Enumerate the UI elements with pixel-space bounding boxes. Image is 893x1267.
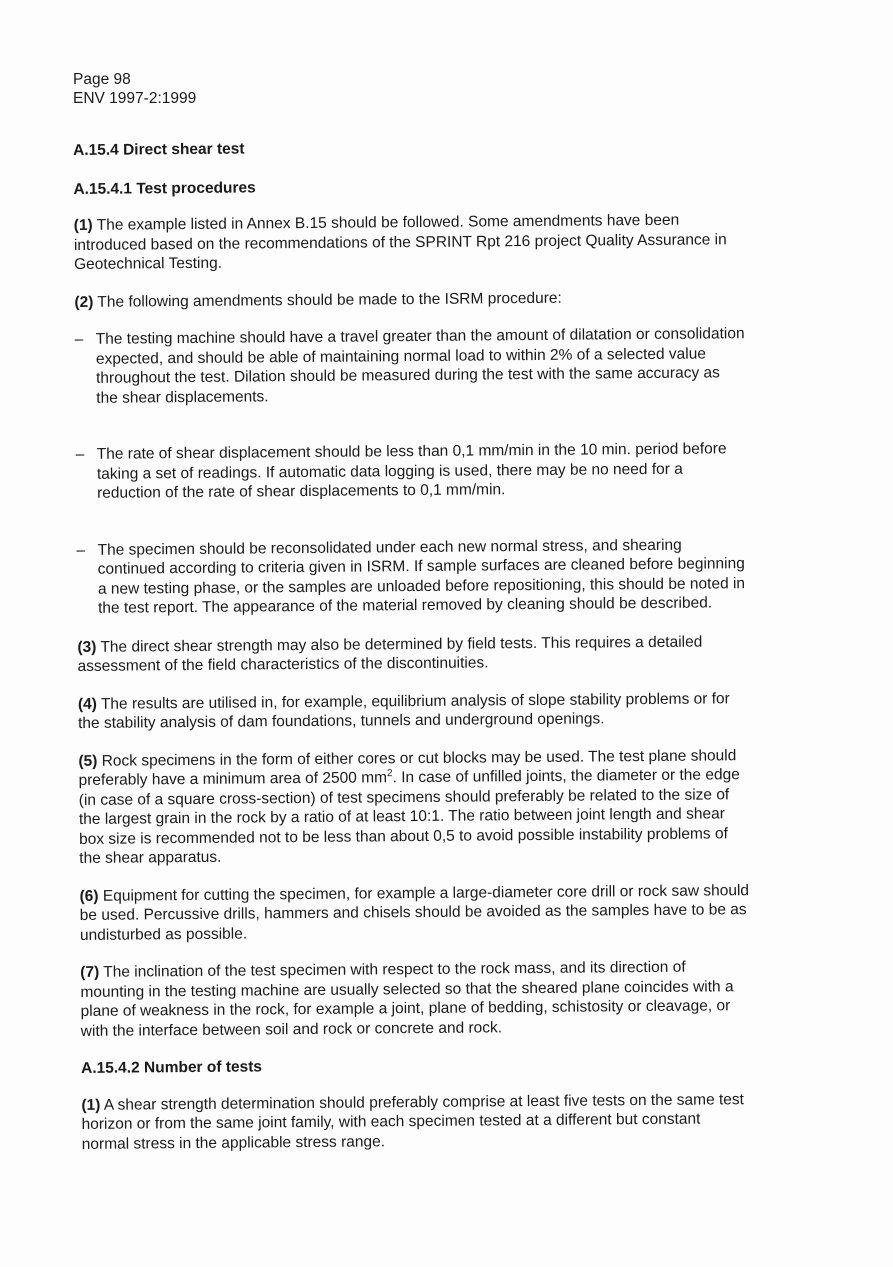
- page-header: [73, 70, 196, 108]
- paragraph-2: [74, 287, 744, 312]
- page-number: Page 98: [73, 71, 131, 88]
- paragraph-text: The results are utilised in, for example, equilibrium analysis of slope stability problems or for the stability analysis of dam foundations, tunnels and underground openings.: [78, 689, 730, 732]
- paragraph-text: A shear strength determination should preferably comprise at least five tests on the same test horizon or from the same joint family, with each specimen tested at a different but constant normal stress in the applicable stress range.: [81, 1090, 745, 1153]
- subsection-title-number-of-tests: A.15.4.2 Number of tests: [81, 1058, 263, 1077]
- section-title: A.15.4 Direct shear test: [73, 140, 245, 159]
- paragraph-4: [78, 689, 748, 734]
- paragraph-text: The inclination of the test specimen with respect to the rock mass, and its direction of mounting in the testing machine are usually selected so that the sheared plane coincides with a plane of weakness in the rock, for example a joint, plane of bedding, schistosity or cleavage, or with the interface between soil and rock or concrete and rock.: [80, 958, 734, 1040]
- paragraph-text: The following amendments should be made to the ISRM procedure:: [97, 289, 562, 311]
- list-item-text: The specimen should be reconsolidated under each new normal stress, and shearing continued according to criteria given in ISRM. If sample surfaces are cleaned before beginning a new testing phase, or the samples are unloaded before repositioning, this should be noted in the test report. The appearance of the material removed by cleaning should be described.: [97, 536, 746, 617]
- paragraph-text: The example listed in Annex B.15 should be followed. Some amendments have been introduced based on the recommendations of the SPRINT Rpt 216 project Quality Assurance in Geotechnical Testing.: [73, 211, 727, 273]
- paragraph-number: (1): [81, 1096, 101, 1114]
- paragraph-number-of-tests-1: [81, 1090, 751, 1154]
- list-item: [76, 535, 747, 619]
- paragraph-number: (2): [74, 293, 94, 311]
- paragraph-text: The direct shear strength may also be determined by field tests. This requires a detailed assessment of the field characteristics of the discontinuities.: [77, 633, 703, 675]
- paragraph-number: (3): [77, 638, 97, 656]
- list-item: [75, 324, 746, 408]
- paragraph-number: (6): [79, 887, 99, 905]
- paragraph-number: (5): [78, 752, 98, 770]
- paragraph-text: Equipment for cutting the specimen, for example a large-diameter core drill or rock saw should be used. Percussive drills, hammers and chisels should be avoided as the samples have to be as undisturbed as possible.: [79, 881, 750, 944]
- subsection-title-test-procedures: A.15.4.1 Test procedures: [73, 178, 256, 198]
- paragraph-number: (7): [80, 963, 100, 981]
- dash-marker: –: [74, 330, 84, 348]
- dash-marker: –: [75, 445, 85, 463]
- standard-id: ENV 1997-2:1999: [73, 90, 197, 107]
- amendments-list: [75, 324, 747, 618]
- dash-marker: –: [76, 541, 86, 559]
- superscript: 2: [386, 768, 393, 780]
- paragraph-text-continued: . In case of unfilled joints, the diameter or the edge (in case of a square cross-section) of test specimens should preferably be related to the size of the largest grain in the rock by a ratio of at least 10:1. The ratio between joint length and shear box size is recommended not to be less than about 0,5 to avoid possible instability problems of the shear apparatus.: [78, 766, 740, 867]
- paragraph-3: [77, 632, 747, 677]
- paragraph-number: (1): [73, 216, 93, 234]
- page-content: [73, 135, 752, 1172]
- list-item-text: The rate of shear displacement should be less than 0,1 mm/min in the 10 min. period before taking a set of readings. If automatic data logging is used, there may be no need for a reduction of the rate of shear displacements to 0,1 mm/min.: [96, 440, 727, 502]
- paragraph-5: [78, 746, 749, 869]
- paragraph-6: [80, 881, 750, 945]
- paragraph-7: [80, 957, 751, 1041]
- paragraph-number: (4): [77, 695, 97, 713]
- paragraph-text: Rock specimens in the form of either cores or cut blocks may be used. The test plane should preferably have a minimum area of 2500 mm: [78, 746, 737, 789]
- list-item: [76, 439, 746, 503]
- list-item-text: The testing machine should have a travel greater than the amount of dilatation or consolidation expected, and should be able of maintaining normal load to within 2% of a selected value throughout the test. Dilation should be measured during the test with the same accuracy as the shear displacements.: [95, 325, 745, 407]
- paragraph-1: [74, 210, 744, 274]
